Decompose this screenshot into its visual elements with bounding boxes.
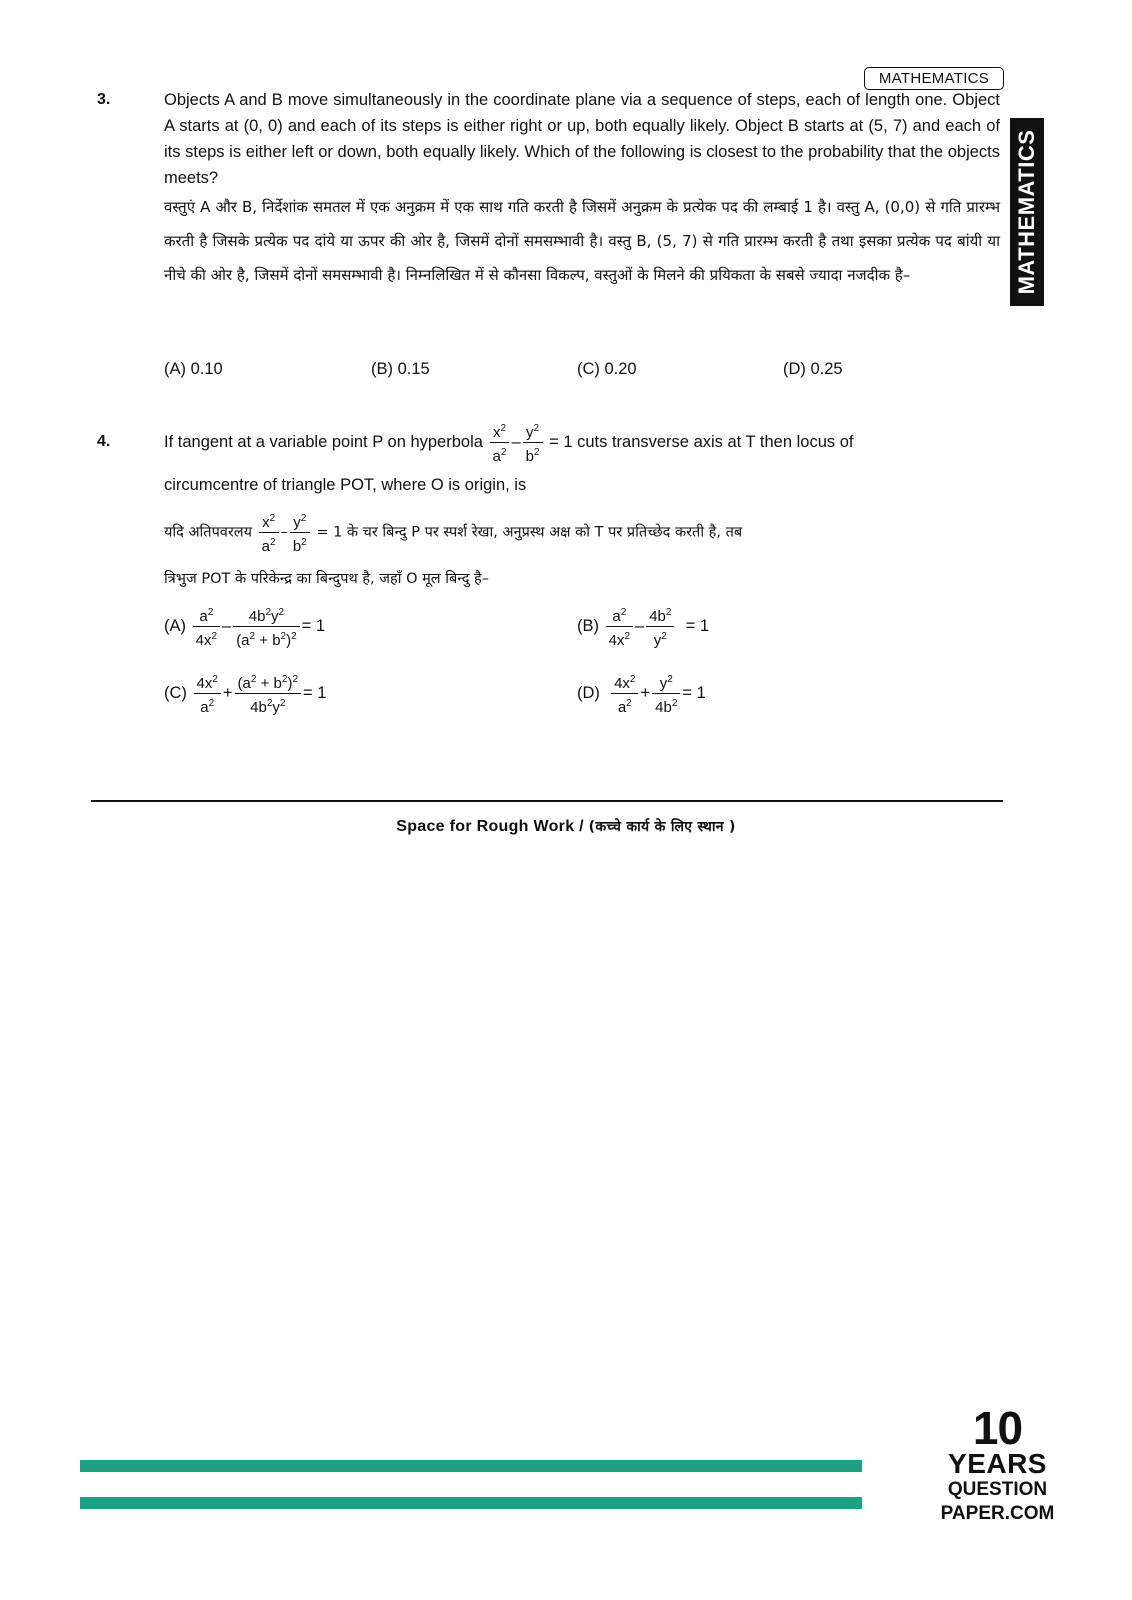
rough-work-english: Space for Rough Work / [396, 818, 584, 835]
subject-label: MATHEMATICS [864, 67, 1004, 90]
q4-english-pre: If tangent at a variable point P on hyperbola [164, 432, 483, 451]
q4-english-post: = 1 cuts transverse axis at T then locus of [549, 432, 854, 451]
option-a-frac2: $\frac{4b^2y^2}{(a^2 + b^2)^2}$ [233, 603, 299, 650]
option-d-frac2: $\frac{y^2}{4b^2}$ [652, 670, 680, 717]
footer-bar-bottom [80, 1497, 862, 1509]
question-4-option-b: (B) $\frac{a^2}{4x^2}$ – $\frac{4b^2}{y^2}$ = 1 [577, 603, 709, 650]
q4-hindi-post: = 1 के चर बिन्दु P पर स्पर्श रेखा, अनुप्रस्थ अक्ष को T पर प्रतिच्छेद करती है, तब [316, 524, 743, 541]
site-logo [905, 1402, 1090, 1526]
question-4-option-d: (D) $\frac{4x^2}{a^2}$ + $\frac{y^2}{4b^2}$ = 1 [577, 670, 706, 717]
question-4-hindi-line1: यदि अतिपवरलय $\frac{x^2}{a^2}$ – $\frac{y^2}{b^2}$ = 1 के चर बिन्दु P पर स्पर्श रेखा, अनुप्रस्थ अक्ष को T पर प्रतिच्छेद करती है, तब [164, 509, 742, 556]
question-4-number: 4. [97, 433, 111, 450]
question-3-hindi: वस्तुएं A और B, निर्देशांक समतल में एक अनुक्रम में एक साथ गति करती है जिसमें अनुक्रम के प्रत्येक पद की लम्बाई 1 है। वस्तु A, (0,0) से गति प्रारम्भ करती है जिसके प्रत्येक पद दांये या ऊपर की ओर है, जिसमें दोनों समसम्भावी है। वस्तु B, (5, 7) से गति प्रारम्भ करती है तथा इसका प्रत्येक पद बांयी या नीचे की ओर है, जिसमें दोनों समसम्भावी है। निम्नलिखित में से कौनसा विकल्प, वस्तुओं के मिलने की प्रयिकता के सबसे ज्यादा नजदीक है– [164, 198, 1000, 284]
footer-bar-top [80, 1460, 862, 1472]
option-c-label: (C) [164, 683, 187, 702]
question-4-hindi-line2: त्रिभुज POT के परिकेन्द्र का बिन्दुपथ है, जहाँ O मूल बिन्दु है– [164, 571, 490, 587]
question-3-number: 3. [97, 91, 111, 108]
option-a-frac1: $\frac{a^2}{4x^2}$ [193, 603, 220, 650]
hyperbola-y-term-hindi: $\frac{y^2}{b^2}$ [290, 509, 310, 556]
hyperbola-y-term: $\frac{y^2}{b^2}$ [523, 419, 543, 466]
question-4-option-a: (A) $\frac{a^2}{4x^2}$ – $\frac{4b^2y^2}{(a^2 + b^2)^2}$ = 1 [164, 603, 325, 650]
question-3-option-a: (A) 0.10 [164, 360, 223, 378]
hyperbola-x-term-hindi: $\frac{x^2}{a^2}$ [259, 509, 279, 556]
logo-number: 10 [972, 1402, 1023, 1454]
option-b-label: (B) [577, 616, 599, 635]
section-divider [91, 800, 1003, 802]
side-tab-label: MATHEMATICS [1014, 129, 1039, 295]
option-c-frac2: $\frac{(a^2 + b^2)^2}{4b^2y^2}$ [235, 670, 301, 717]
option-b-frac2: $\frac{4b^2}{y^2}$ [646, 603, 674, 650]
question-3-english: Objects A and B move simultaneously in the coordinate plane via a sequence of steps, each of length one. Object A starts at (0, 0) and each of its steps is either right or up, both equally likely. Object B starts at (5, 7) and each of its steps is either left or down, both equally likely. Which of the following is closest to the probability that the objects meets? [164, 91, 1000, 187]
question-4-english-line1: If tangent at a variable point P on hyperbola $\frac{x^2}{a^2}$ – $\frac{y^2}{b^2}$ = 1 cuts transverse axis at T then locus of [164, 419, 853, 466]
logo-years: YEARS [948, 1448, 1047, 1479]
side-subject-tab [1010, 118, 1044, 306]
option-a-label: (A) [164, 616, 186, 635]
question-3-option-b: (B) 0.15 [371, 360, 430, 378]
rough-work-heading [0, 817, 1132, 836]
question-4-english-line2: circumcentre of triangle POT, where O is origin, is [164, 476, 527, 494]
q4-hindi-pre: यदि अतिपवरलय [164, 524, 253, 541]
option-d-label: (D) [577, 683, 600, 702]
option-b-frac1: $\frac{a^2}{4x^2}$ [606, 603, 633, 650]
logo-site: QUESTION PAPER.COM [940, 1479, 1055, 1524]
option-d-frac1: $\frac{4x^2}{a^2}$ [611, 670, 638, 717]
question-3-option-c: (C) 0.20 [577, 360, 637, 378]
question-4-option-c: (C) $\frac{4x^2}{a^2}$ + $\frac{(a^2 + b^2)^2}{4b^2y^2}$ = 1 [164, 670, 326, 717]
hyperbola-x-term: $\frac{x^2}{a^2}$ [490, 419, 510, 466]
option-c-frac1: $\frac{4x^2}{a^2}$ [194, 670, 221, 717]
question-3-option-d: (D) 0.25 [783, 360, 843, 378]
rough-work-hindi: (कच्चे कार्य के लिए स्थान ) [588, 819, 736, 835]
